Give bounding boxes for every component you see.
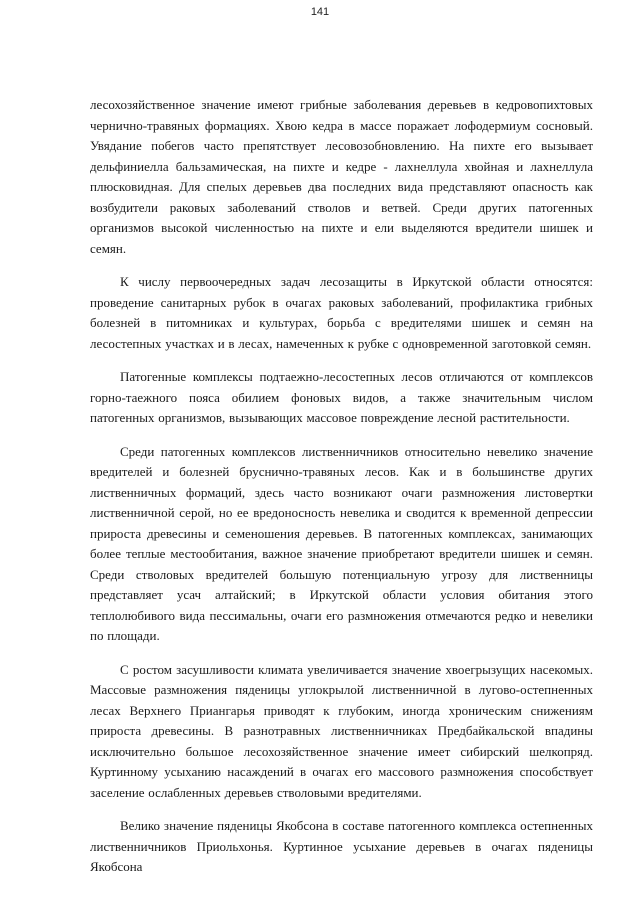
paragraph-6: Велико значение пяденицы Якобсона в составе патогенного комплекса остепненных лиственничников Приольхонья. Куртинное усыхание деревьев в очагах пяденицы Якобсона [90,818,593,874]
paragraph-1: лесохозяйственное значение имеют грибные заболевания деревьев в кедровопихтовых чернично-травяных формациях. Хвою кедра в массе поражает лофодермиум сосновый. Увядание побегов часто препятствует лесовозобновлению. На пихте его вызывает дельфиниелла бальзамическая, на пихте и кедре - лахнеллула хвойная и лахнеллула плюсковидная. Для спелых деревьев два последних вида представляют опасность как возбудители раковых заболеваний стволов и ветвей. Среди других патогенных организмов высокой численностью на пихте и ели выделяются вредители шишек и семян. [90,97,593,256]
paragraph-4: Среди патогенных комплексов лиственничников относительно невелико значение вредителей и болезней бруснично-травяных лесов. Как и в большинстве других лиственничных формаций, здесь часто возникают очаги размножения листовертки лиственничной серой, но ее вредоносность невелика и сводится к временной депрессии прироста древесины и семеношения деревьев. В патогенных комплексах, занимающих более теплые местообитания, важное значение приобретают вредители шишек и семян. Среди стволовых вредителей большую потенциальную угрозу для лиственницы представляет усач алтайский; в Иркутской области условия обитания этого теплолюбивого вида пессимальны, очаги его размножения отмечаются редко и невелики по площади. [90,443,593,643]
paragraph-3: Патогенные комплексы подтаежно-лесостепных лесов отличаются от комплексов горно-таежного пояса обилием фоновых видов, а также значительным числом патогенных организмов, вызывающих массовое повреждение лесной растительности. [90,369,593,425]
document-body [90,95,593,891]
paragraph-5: С ростом засушливости климата увеличивается значение хвоегрызущих насекомых. Массовые размножения пяденицы углокрылой лиственничной в лугово-остепненных лесах Верхнего Приангарья приводят к глубоким, иногда хроническим снижениям прироста древесины. В разнотравных лиственничниках Предбайкальской впадины исключительно большое лесохозяйственное значение имеет сибирский шелкопряд. Куртинному усыханию насаждений в очагах его массового размножения способствует заселение ослабленных деревьев стволовыми вредителями. [90,661,593,800]
page-number: 141 [310,6,330,18]
paragraph-2: К числу первоочередных задач лесозащиты в Иркутской области относятся: проведение санитарных рубок в очагах раковых заболеваний, профилактика грибных болезней в питомниках и культурах, борьба с вредителями шишек и семян на лесостепных участках и в лесах, намеченных к рубке с одновременной заготовкой семян. [90,274,593,351]
